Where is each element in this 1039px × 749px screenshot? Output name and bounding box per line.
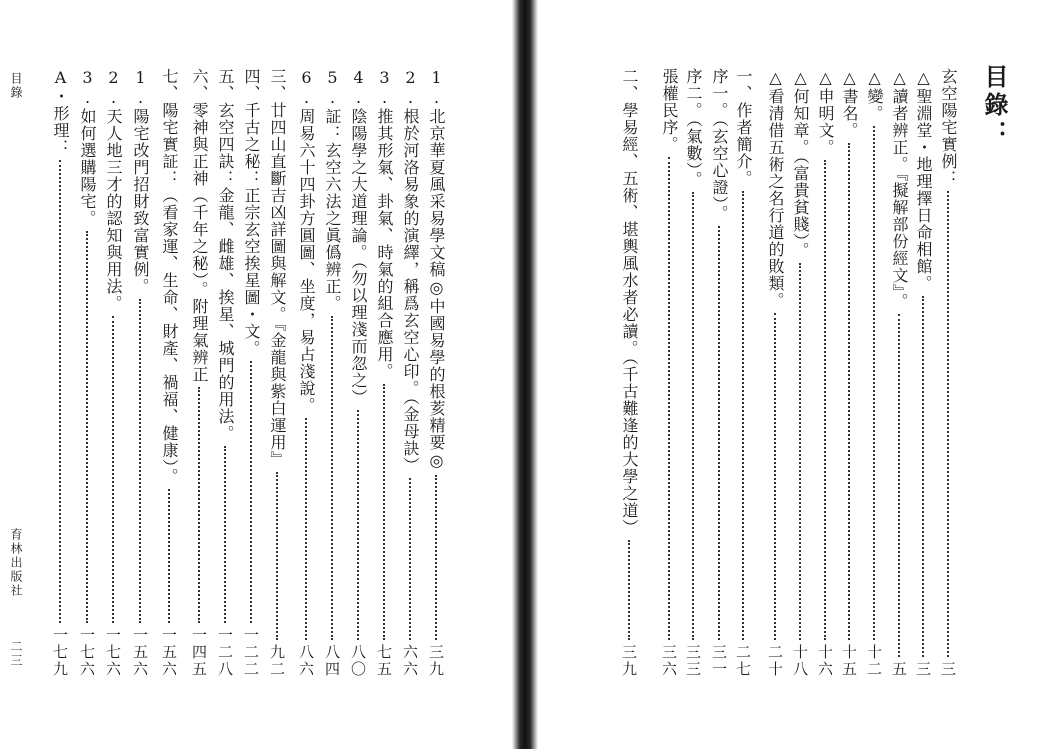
toc-entry: [888, 68, 910, 678]
toc-entry-page-number: 三九: [620, 644, 638, 678]
dot-leader: [383, 384, 385, 640]
toc-entry: [240, 68, 262, 678]
toc-entry: [214, 68, 236, 678]
toc-entry: [789, 68, 811, 678]
toc-entry-page-number: 二七: [734, 644, 752, 678]
toc-entry-page-number: 一七九: [51, 627, 69, 678]
dot-leader: [435, 475, 437, 640]
toc-entry-title: △書名。: [840, 68, 859, 139]
toc-heading: 目錄：: [980, 64, 1009, 148]
dot-leader: [799, 263, 801, 640]
dot-leader: [774, 313, 776, 640]
toc-entry-title: 玄空陽宅實例：: [939, 68, 958, 187]
toc-entry: [158, 68, 180, 678]
toc-entry: [295, 68, 317, 678]
toc-entry: [399, 68, 421, 678]
toc-entry-title: △申明文。: [816, 68, 835, 156]
dot-leader: [86, 231, 88, 623]
toc-entry-page-number: 一五六: [160, 627, 178, 678]
dot-leader: [250, 361, 252, 623]
dot-leader: [112, 316, 114, 623]
toc-entry: [708, 68, 730, 678]
publisher-name: 育林出版社: [9, 528, 23, 598]
toc-entry-title: △看清借五術之名行道的敗類。: [766, 68, 785, 309]
dot-leader: [331, 316, 333, 640]
toc-entry-page-number: 六六: [401, 644, 419, 678]
running-head: 目錄: [9, 72, 23, 100]
toc-entry-title: 六、零神與正神（千年之秘）。附理氣辨正: [190, 68, 209, 383]
toc-entry-page-number: 八六: [297, 644, 315, 678]
toc-entry-title: 一、作者簡介。: [734, 68, 753, 187]
toc-entry-title: 3.如何選購陽宅。: [78, 68, 97, 227]
toc-entry-title: △何知章。（富貴貧賤）。: [791, 68, 810, 259]
toc-entry-page-number: 三六: [660, 644, 678, 678]
toc-entry-title: 3.推其形氣、卦氣、時氣的組合應用。: [375, 68, 394, 380]
toc-entry-page-number: 七五: [375, 644, 393, 678]
toc-entry-page-number: 十二: [865, 644, 883, 678]
toc-entry-title: 七、陽宅實証：（看家運、生命、財產、禍福、健康）。: [160, 68, 179, 485]
toc-entry-page-number: 五: [890, 661, 908, 678]
toc-entry: [682, 68, 704, 678]
toc-entry-title: 序二。（氣數）。: [684, 68, 703, 188]
toc-entry-page-number: 十六: [816, 644, 834, 678]
toc-entry: [912, 68, 934, 678]
toc-entry-title: △變。: [865, 68, 884, 122]
toc-entry: [732, 68, 754, 678]
toc-entry-page-number: 十五: [840, 644, 858, 678]
dot-leader: [718, 226, 720, 640]
toc-entry-title: 張權民序。: [660, 68, 679, 153]
toc-entry: [838, 68, 860, 678]
toc-entry: [863, 68, 885, 678]
dot-leader: [848, 143, 850, 640]
toc-entry-page-number: 八〇: [349, 644, 367, 678]
toc-entry-page-number: 一二八: [216, 627, 234, 678]
toc-entry-title: 1.陽宅改門招財致富實例。: [131, 68, 150, 295]
dot-leader: [409, 478, 411, 640]
dot-leader: [668, 157, 670, 640]
toc-entry: [266, 68, 288, 678]
toc-entry-title: 五、玄空四訣：金龍、雌雄、挨星、城門的用法。: [216, 68, 235, 442]
toc-entry-page-number: 三: [939, 661, 957, 678]
toc-entry-title: 4.陰陽學之大道理論。（勿以理淺而忽之）: [349, 68, 368, 406]
toc-entry-title: 序一。（玄空心證）。: [710, 68, 729, 222]
toc-entry: [658, 68, 680, 678]
toc-entry-page-number: 一七六: [104, 627, 122, 678]
toc-entry-title: △聖淵堂・地理擇日命相館。: [914, 68, 933, 292]
toc-entry-page-number: 一七六: [78, 627, 96, 678]
right-page: [532, 0, 1039, 749]
dot-leader: [139, 299, 141, 623]
toc-entry-title: 四、千古之秘：正宗玄空挨星圖・文。: [242, 68, 261, 357]
toc-entry: [425, 68, 447, 678]
toc-entry: [814, 68, 836, 678]
dot-leader: [873, 126, 875, 640]
toc-entry-page-number: 一五六: [131, 627, 149, 678]
toc-entry-title: △讀者辨正。『擬解部份經文』。: [890, 68, 909, 310]
page-number: 二三: [9, 640, 23, 668]
dot-leader: [168, 489, 170, 623]
toc-entry: [618, 68, 640, 678]
dot-leader: [824, 160, 826, 640]
toc-entry: [129, 68, 151, 678]
toc-entry-page-number: 九二: [268, 644, 286, 678]
toc-entry: [764, 68, 786, 678]
toc-entry-title: 5.証：玄空六法之眞僞辨正。: [323, 68, 342, 312]
dot-leader: [947, 191, 949, 657]
toc-entry-page-number: 一四五: [190, 627, 208, 678]
toc-entry: [937, 68, 959, 678]
dot-leader: [198, 387, 200, 623]
toc-entry-title: 2.根於河洛易象的演繹，稱爲玄空心印。（金母訣）: [401, 68, 420, 474]
toc-entry-page-number: 十八: [791, 644, 809, 678]
dot-leader: [305, 418, 307, 640]
toc-entry: [321, 68, 343, 678]
dot-leader: [898, 314, 900, 657]
dot-leader: [357, 410, 359, 640]
dot-leader: [922, 296, 924, 657]
toc-entry: [49, 68, 71, 678]
toc-entry-title: 2.天人地三才的認知與用法。: [104, 68, 123, 312]
toc-entry-title: A・形理：: [51, 68, 70, 156]
toc-entry-page-number: 三九: [427, 644, 445, 678]
toc-entry-title: 1.北京華夏風采易學文稿◎中國易學的根荄精要◎: [427, 68, 446, 471]
toc-entry-page-number: 三一: [710, 644, 728, 678]
toc-entry-page-number: 三: [914, 661, 932, 678]
dot-leader: [59, 160, 61, 623]
toc-entry-page-number: 三三: [684, 644, 702, 678]
toc-entry: [373, 68, 395, 678]
toc-entry-page-number: 八四: [323, 644, 341, 678]
toc-entry: [188, 68, 210, 678]
dot-leader: [742, 191, 744, 640]
toc-entry-page-number: 一二二: [242, 627, 260, 678]
toc-entry-page-number: 二十: [766, 644, 784, 678]
toc-entry-title: 三、廿四山直斷吉凶詳圖與解文。『金龍與紫白運用』: [268, 68, 287, 468]
dot-leader: [628, 540, 630, 640]
dot-leader: [276, 472, 278, 640]
toc-entry-title: 6.周易六十四卦方圓圖、坐度，易占淺說。: [297, 68, 316, 414]
toc-entry: [347, 68, 369, 678]
toc-entry: [102, 68, 124, 678]
dot-leader: [692, 192, 694, 640]
toc-entry: [76, 68, 98, 678]
dot-leader: [224, 446, 226, 623]
toc-entry-title: 二、學易經、五術、堪輿風水者必讀。（千古難逢的大學之道）: [620, 68, 639, 536]
